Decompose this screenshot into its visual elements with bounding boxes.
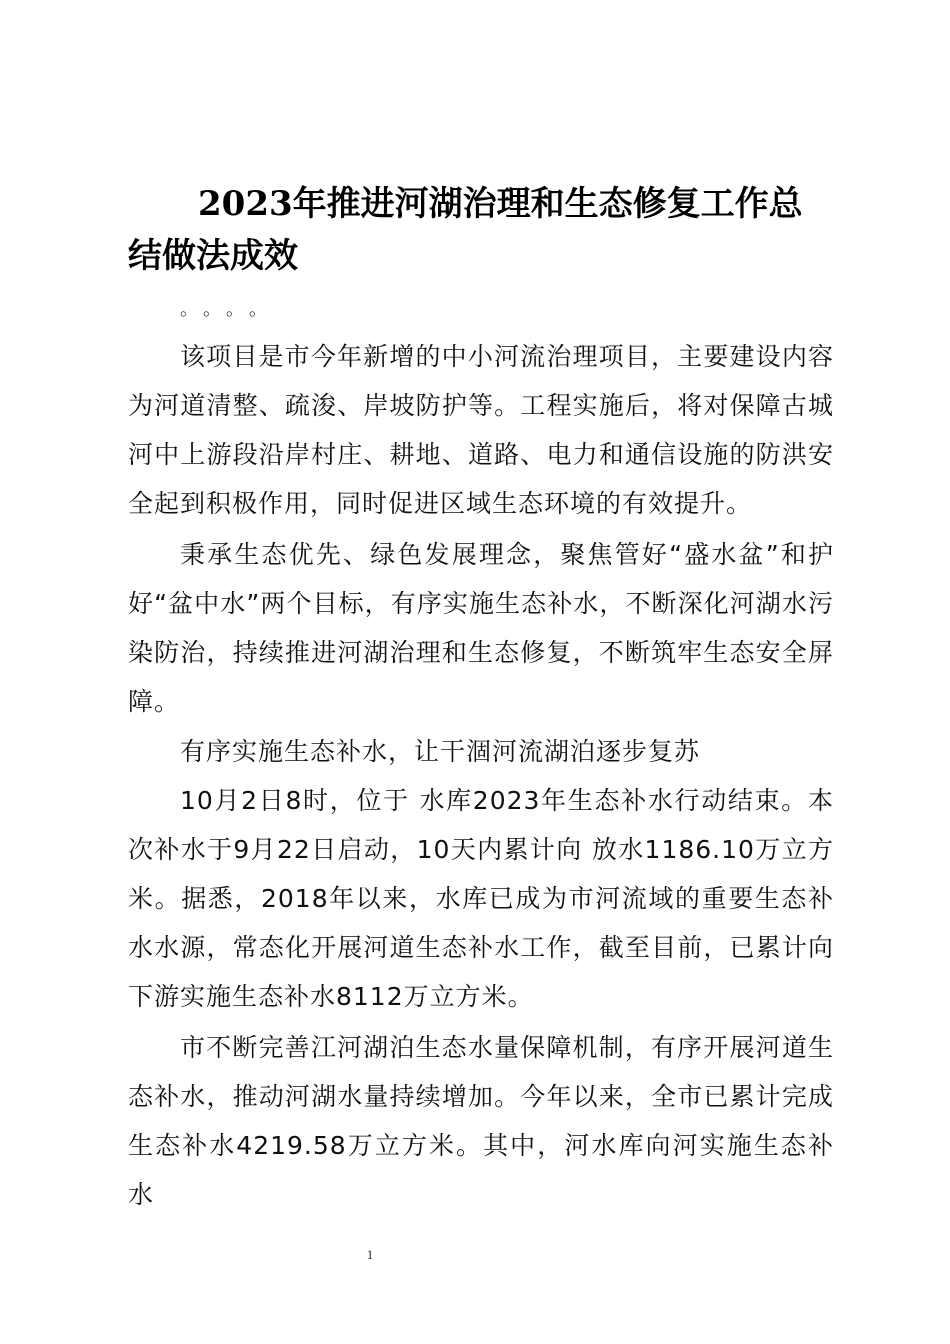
ellipsis-marks: 。。。。 bbox=[180, 299, 281, 320]
section-heading-water-replenishment: 有序实施生态补水，让干涸河流湖泊逐步复苏 bbox=[180, 737, 701, 766]
paragraph-ecological-philosophy: 秉承生态优先、绿色发展理念，聚焦管好“盛水盆”和护好“盆中水”两个目标，有序实施生态补水，不断深化河湖水污染防治，持续推进河湖治理和生态修复，不断筑牢生态安全屏障。 bbox=[128, 540, 834, 716]
document-title: 2023年推进河湖治理和生态修复工作总结做法成效 bbox=[128, 184, 803, 276]
paragraph-city-water-volume: 市不断完善江河湖泊生态水量保障机制，有序开展河道生态补水，推动河湖水量持续增加。今年以来，全市已累计完成生态补水4219.58万立方米。其中，河水库向河实施生态补水 bbox=[128, 1033, 834, 1209]
paragraph-project-intro: 该项目是市今年新增的中小河流治理项目，主要建设内容为河道清整、疏浚、岸坡防护等。工程实施后，将对保障古城河中上游段沿岸村庄、耕地、道路、电力和通信设施的防洪安全起到积极作用，同时促进区域生态环境的有效提升。 bbox=[128, 342, 834, 518]
page-number: 1 bbox=[366, 1247, 374, 1262]
paragraph-reservoir-replenishment: 10月2日8时，位于 水库2023年生态补水行动结束。本次补水于9月22日启动，10天内累计向 放水1186.10万立方米。据悉，2018年以来，水库已成为市河流域的重要生态补水水源，常态化开展河道生态补水工作，截至目前，已累计向下游实施生态补水8112万立方米。 bbox=[128, 786, 834, 1011]
